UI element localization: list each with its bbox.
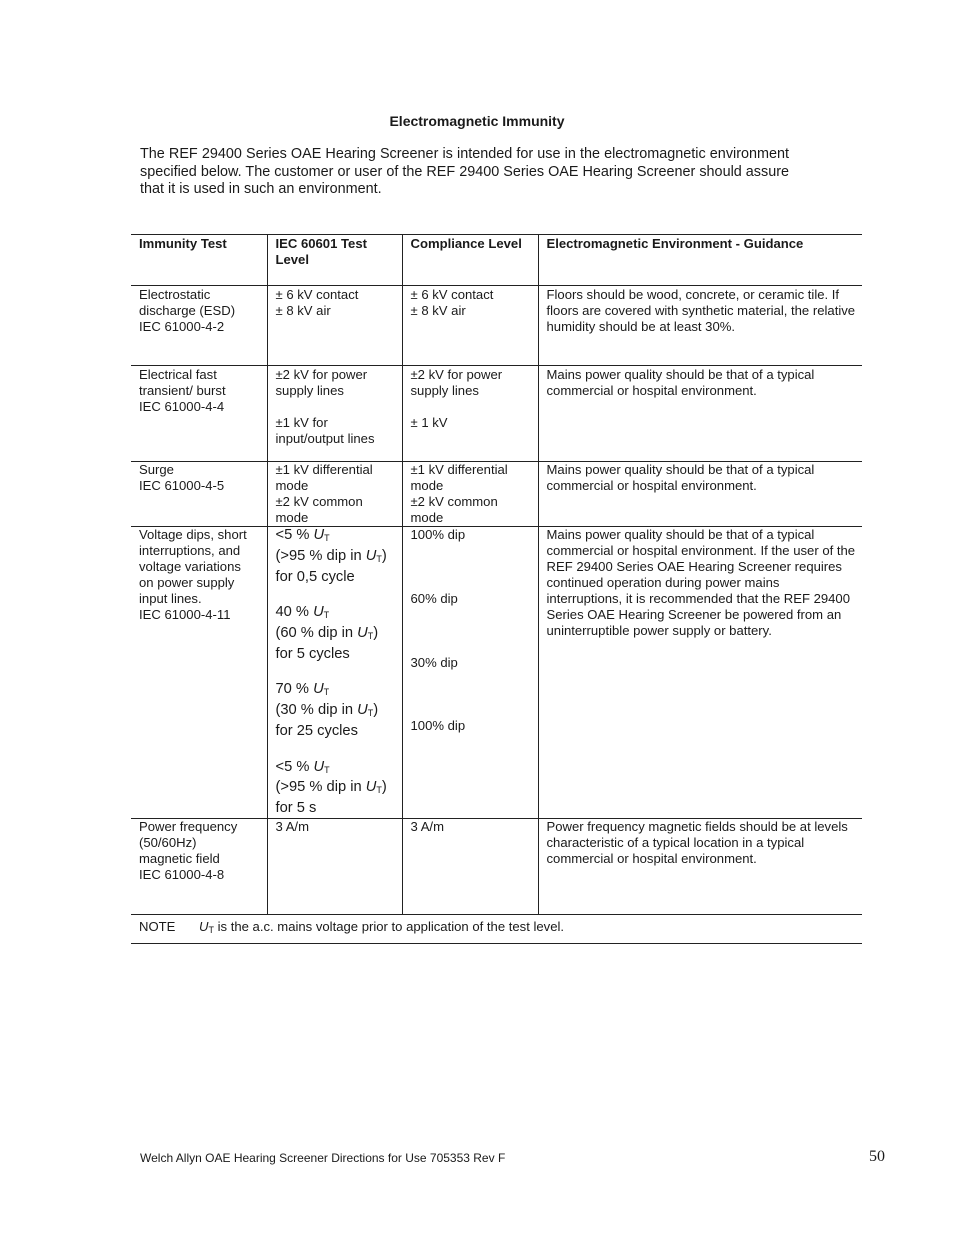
cell-line: Electrical fast: [139, 367, 217, 382]
level-dip: (60 % dip in $U_T$): [275, 624, 379, 641]
level-pct: <5 % $U_T$: [275, 527, 330, 543]
cell-line: ±2 kV for power: [410, 367, 503, 382]
table-row: [131, 366, 862, 462]
cell-line: Electrostatic: [139, 287, 211, 302]
cell-line: 3 A/m: [410, 818, 444, 834]
note-cell: [131, 914, 862, 943]
cell-line: supply lines: [410, 383, 479, 398]
test-level-cell: [267, 462, 402, 527]
cell-line: input lines.: [139, 591, 202, 606]
header-guidance: Electromagnetic Environment - Guidance: [538, 235, 862, 286]
guidance-cell: Mains power quality should be that of a typical commercial or hospital environment. If the user of the REF 29400 Series OAE Hearing Screener requires continued operation during power mains interruptions, it is recommended that the REF 29400 Series OAE Hearing Screener be powered from an uninterruptible power supply or battery.: [538, 527, 862, 819]
cell-line: IEC 61000-4-2: [139, 319, 225, 334]
cell-line: supply lines: [275, 383, 344, 398]
immunity-table: [131, 234, 862, 944]
note-symbol: U: [199, 918, 209, 934]
table-row: [131, 527, 862, 819]
cell-line: mode: [410, 510, 444, 525]
compliance-dip: 30% dip: [410, 655, 458, 670]
cell-line: interruptions, and: [139, 543, 241, 558]
compliance-level-cell: [402, 286, 538, 366]
level-cycles: for 5 cycles: [275, 645, 350, 662]
cell-line: ± 6 kV contact: [410, 287, 494, 302]
cell-line: mode: [275, 510, 309, 525]
cell-line: on power supply: [139, 575, 235, 590]
level-cycles: for 5 s: [275, 800, 317, 817]
immunity-test-cell: [131, 462, 267, 527]
header-test-level: IEC 60601 Test Level: [267, 235, 402, 286]
cell-line: ±2 kV common: [275, 494, 363, 509]
cell-line: ±2 kV for power: [275, 367, 368, 382]
table-row: [131, 462, 862, 527]
test-level-cell: [267, 366, 402, 462]
cell-line: Surge: [139, 462, 174, 477]
immunity-test-cell: [131, 286, 267, 366]
table-row: [131, 286, 862, 366]
cell-line: Power frequency: [139, 818, 238, 834]
footer-document-title: Welch Allyn OAE Hearing Screener Directions for Use 705353 Rev F: [140, 1151, 506, 1165]
level-pct: 70 % $U_T$: [275, 681, 330, 698]
compliance-level-cell: [402, 462, 538, 527]
cell-line: discharge (ESD): [139, 303, 236, 318]
compliance-level-cell: [402, 818, 538, 914]
immunity-test-cell: [131, 366, 267, 462]
header-compliance-level: Compliance Level: [402, 235, 538, 286]
note-subscript: T: [208, 924, 214, 935]
compliance-dip: 100% dip: [410, 527, 466, 542]
guidance-cell: Mains power quality should be that of a typical commercial or hospital environment.: [538, 462, 862, 527]
cell-line: ± 6 kV contact: [275, 287, 359, 302]
test-level-cell: [267, 527, 402, 819]
cell-line: transient/ burst: [139, 383, 226, 398]
level-pct: <5 % $U_T$: [275, 758, 330, 775]
level-cycles: for 0,5 cycle: [275, 568, 355, 585]
cell-line: 3 A/m: [275, 818, 309, 834]
compliance-dip: 100% dip: [410, 718, 466, 733]
cell-line: ± 8 kV air: [410, 303, 466, 318]
test-level-cell: [267, 286, 402, 366]
note-label: NOTE: [139, 918, 176, 934]
cell-line: input/output lines: [275, 431, 375, 446]
guidance-cell: Mains power quality should be that of a typical commercial or hospital environment.: [538, 366, 862, 462]
cell-line: IEC 61000-4-11: [139, 607, 231, 622]
table-header-row: [131, 235, 862, 286]
page-title: Electromagnetic Immunity: [389, 113, 565, 129]
cell-line: ±1 kV differential: [410, 462, 508, 477]
cell-line: voltage variations: [139, 559, 241, 574]
compliance-dip: 60% dip: [410, 591, 458, 606]
cell-line: IEC 61000-4-4: [139, 399, 225, 414]
header-immunity-test: Immunity Test: [131, 235, 267, 286]
intro-paragraph: The REF 29400 Series OAE Hearing Screener is intended for use in the electromagnetic environment specified below. The customer or user of the REF 29400 Series OAE Hearing Screener should assure that it is used in such an environment.: [140, 146, 789, 197]
compliance-level-cell: [402, 527, 538, 819]
level-dip: (>95 % dip in $U_T$): [275, 547, 387, 564]
level-dip: (>95 % dip in $U_T$): [275, 779, 387, 796]
compliance-level-cell: [402, 366, 538, 462]
cell-line: mode: [275, 478, 309, 493]
cell-line: Voltage dips, short: [139, 527, 247, 542]
cell-line: IEC 61000-4-5: [139, 478, 225, 493]
guidance-cell: Floors should be wood, concrete, or ceramic tile. If floors are covered with synthetic material, the relative humidity should be at least 30%.: [538, 286, 862, 366]
cell-line: ±1 kV for: [275, 415, 328, 430]
page-number: 50: [869, 1148, 885, 1165]
cell-line: ± 8 kV air: [275, 303, 331, 318]
table-row: [131, 818, 862, 914]
note-text: is the a.c. mains voltage prior to application of the test level.: [213, 918, 565, 934]
cell-line: ±1 kV differential: [275, 462, 373, 477]
guidance-cell: Power frequency magnetic fields should be at levels characteristic of a typical location in a typical commercial or hospital environment.: [538, 818, 862, 914]
immunity-test-cell: [131, 818, 267, 914]
cell-line: magnetic field: [139, 850, 220, 866]
cell-line: IEC 61000-4-8: [139, 866, 225, 882]
immunity-test-cell: [131, 527, 267, 819]
cell-line: (50/60Hz): [139, 834, 197, 850]
note-row: [131, 914, 862, 943]
cell-line: mode: [410, 478, 444, 493]
level-dip: (30 % dip in $U_T$): [275, 702, 379, 719]
level-pct: 40 % $U_T$: [275, 604, 330, 621]
cell-line: ± 1 kV: [410, 415, 448, 430]
test-level-cell: [267, 818, 402, 914]
level-cycles: for 25 cycles: [275, 722, 358, 739]
cell-line: ±2 kV common: [410, 494, 498, 509]
